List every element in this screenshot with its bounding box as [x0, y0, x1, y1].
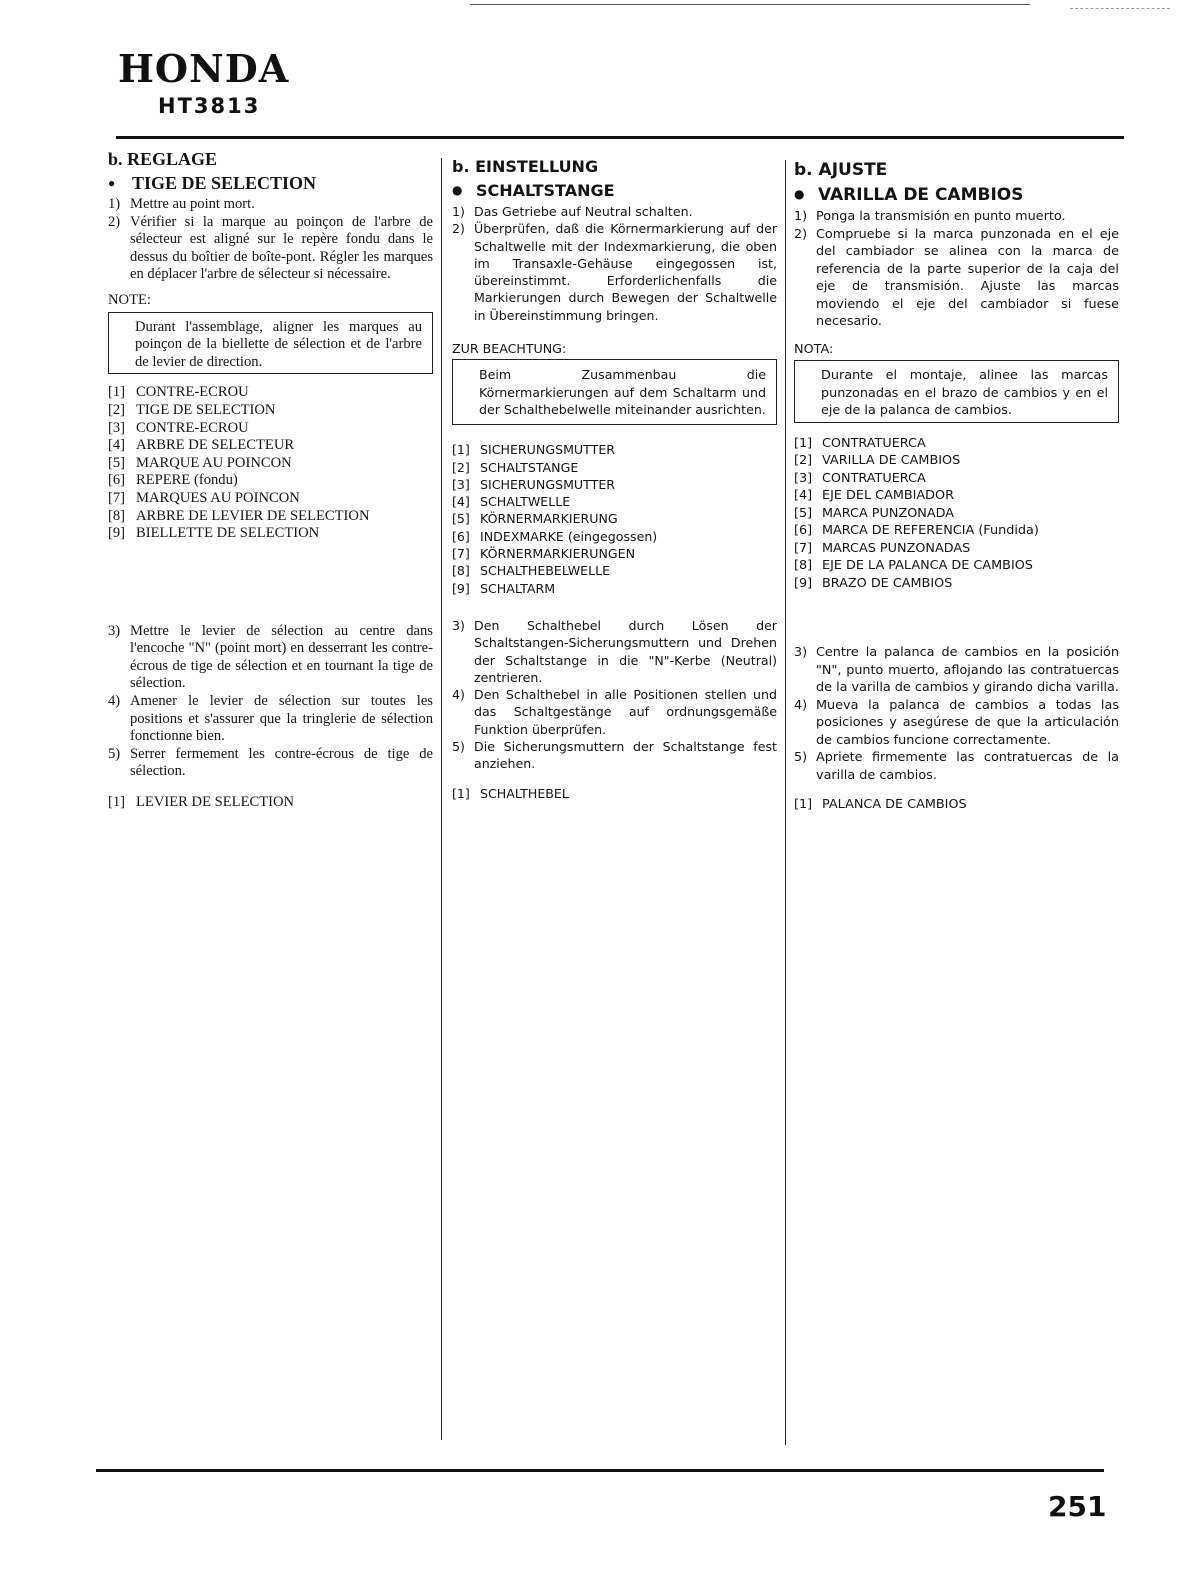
steps-block-b	[108, 623, 433, 781]
part-label: SICHERUNGSMUTTER	[480, 476, 616, 492]
part-number: [5]	[108, 454, 126, 471]
step-number: 5)	[108, 745, 121, 762]
step-text: Compruebe si la marca punzonada en el eje del cambiador se alinea con la marca de referencia de la parte superior de la caja del eje de transmisión. Ajuste las marcas moviendo el eje del cambiador si fuese necesario.	[816, 226, 1119, 329]
step-number: 1)	[108, 196, 121, 212]
part-label: EJE DEL CAMBIADOR	[822, 488, 955, 503]
step-number: 4)	[108, 693, 121, 710]
part-label: CONTRATUERCA	[822, 470, 926, 486]
part-label: TIGE DE SELECTION	[136, 401, 276, 418]
step-number: 2)	[794, 226, 808, 242]
header-rule	[116, 136, 1124, 139]
step-item	[452, 220, 777, 324]
brand-logo: HONDA	[118, 46, 290, 91]
subsection-title: ● SCHALTSTANGE	[452, 178, 777, 203]
part-number: [8]	[794, 558, 813, 573]
step-item	[108, 746, 433, 781]
step-number: 3)	[108, 622, 121, 639]
note-label: NOTE:	[108, 291, 151, 308]
part-number: [6]	[794, 523, 813, 538]
part-item	[452, 580, 777, 597]
part-label: LEVIER DE SELECTION	[136, 794, 295, 811]
step-item	[452, 617, 777, 686]
part-label: MARCA DE REFERENCIA (Fundida)	[822, 523, 1039, 538]
part-number: [1]	[108, 384, 126, 401]
step-item	[108, 196, 433, 214]
column-divider-2	[785, 160, 786, 1445]
step-item	[452, 203, 777, 220]
part-item	[794, 540, 1119, 558]
parts-list-b	[452, 785, 777, 802]
part-item	[452, 493, 777, 510]
step-item	[108, 693, 433, 746]
part-number: [4]	[452, 494, 470, 510]
note-box: Durant l'assemblage, aligner les marques au poinçon de la biellette de sélection et de l'arbre de levier de direction.	[108, 312, 433, 375]
part-number: [6]	[108, 472, 126, 489]
part-number: [1]	[794, 797, 813, 812]
steps-block-a	[452, 203, 777, 324]
part-item	[108, 472, 433, 490]
steps-block-a	[108, 196, 433, 284]
step-text: Den Schalthebel durch Lösen der Schaltstangen-Sicherungsmuttern und Drehen der Schaltstange in die "N"-Kerbe (Neutral) zentrieren.	[474, 617, 777, 685]
part-item	[108, 420, 433, 438]
step-item	[452, 686, 777, 738]
step-item	[108, 623, 433, 693]
part-item	[794, 505, 1119, 523]
parts-list-a	[452, 441, 777, 597]
part-item	[108, 490, 433, 508]
part-number: [3]	[452, 476, 470, 492]
part-label: CONTRE-ECROU	[136, 419, 249, 436]
part-number: [1]	[452, 785, 470, 801]
part-label: BIELLETTE DE SELECTION	[136, 525, 320, 542]
note-box: Beim Zusammenbau die Körnermarkierungen auf dem Schaltarm und der Schalthebelwelle miteinander ausrichten.	[452, 359, 777, 425]
step-text: Mueva la palanca de cambios a todas las posiciones y asegúrese de que la articulación de cambios funcione correctamente.	[816, 697, 1119, 748]
step-text: Die Sicherungsmuttern der Schaltstange fest anziehen.	[474, 739, 777, 772]
step-text: Den Schalthebel in alle Positionen stellen und das Schaltgestänge auf ordnungsgemäße Funktion überprüfen.	[474, 687, 777, 737]
part-number: [1]	[452, 442, 470, 458]
part-label: KÖRNERMARKIERUNGEN	[480, 546, 636, 562]
part-number: [5]	[452, 511, 470, 527]
part-item	[794, 522, 1119, 540]
part-label: ARBRE DE LEVIER DE SELECTION	[136, 507, 370, 524]
part-item	[452, 476, 777, 493]
part-item	[452, 441, 777, 458]
part-label: SICHERUNGSMUTTER	[480, 442, 616, 458]
note-label: ZUR BEACHTUNG:	[452, 341, 567, 357]
part-item	[108, 794, 433, 812]
part-item	[794, 452, 1119, 470]
part-number: [6]	[452, 528, 470, 544]
note-label: NOTA:	[794, 341, 834, 357]
steps-block-b	[452, 617, 777, 773]
part-label: SCHALTHEBEL	[480, 785, 569, 801]
section-title: b. REGLAGE	[108, 149, 218, 169]
part-item	[794, 557, 1119, 575]
part-item	[108, 384, 433, 402]
part-label: SCHALTHEBELWELLE	[480, 563, 611, 579]
footer-rule	[96, 1469, 1104, 1472]
part-label: PALANCA DE CAMBIOS	[822, 797, 967, 812]
part-item	[108, 402, 433, 420]
step-number: 4)	[794, 697, 808, 713]
model-number: HT3813	[158, 94, 261, 118]
part-label: SCHALTWELLE	[480, 494, 571, 510]
part-number: [3]	[794, 470, 813, 486]
step-item	[794, 208, 1119, 226]
part-item	[108, 525, 433, 543]
page-number: 251	[1048, 1490, 1107, 1523]
column-divider-1	[441, 158, 442, 1440]
part-item	[794, 470, 1119, 488]
parts-list-a	[108, 384, 433, 542]
step-text: Mettre au point mort.	[130, 196, 255, 212]
step-number: 4)	[452, 687, 465, 703]
part-label: KÖRNERMARKIERUNG	[480, 511, 618, 527]
part-number: [4]	[794, 488, 813, 503]
note-box: Durante el montaje, alinee las marcas punzonadas en el brazo de cambios y en el eje de la palanca de cambios.	[794, 360, 1119, 423]
part-number: [2]	[794, 453, 813, 468]
step-text: Überprüfen, daß die Körnermarkierung auf der Schaltwelle mit der Indexmarkierung, die oben im Transaxle-Gehäuse eingegossen ist, übereinstimmt. Erforderlichenfalls die Markierungen durch Bewegen der Schaltwelle in Übereinstimmung bringen.	[474, 221, 777, 323]
step-number: 3)	[794, 645, 808, 660]
step-number: 1)	[452, 204, 465, 219]
part-item	[794, 796, 1119, 814]
section-title: b. AJUSTE	[794, 160, 888, 180]
step-item	[794, 226, 1119, 331]
part-number: [9]	[794, 575, 813, 591]
column-german	[452, 156, 777, 802]
part-item	[452, 510, 777, 527]
part-number: [9]	[108, 525, 126, 542]
part-item	[452, 785, 777, 802]
step-item	[108, 214, 433, 284]
steps-block-b	[794, 644, 1119, 784]
part-label: MARCA PUNZONADA	[822, 505, 955, 521]
bullet-icon: ●	[452, 183, 463, 197]
part-label: BRAZO DE CAMBIOS	[822, 575, 953, 591]
part-item	[794, 487, 1119, 505]
part-item	[452, 545, 777, 562]
step-text: Ponga la transmisión en punto muerto.	[816, 209, 1066, 224]
part-label: SCHALTSTANGE	[480, 459, 579, 475]
parts-list-a	[794, 435, 1119, 593]
part-number: [7]	[794, 540, 813, 556]
step-number: 2)	[108, 213, 121, 230]
part-label: CONTRE-ECROU	[136, 384, 249, 401]
part-item	[452, 459, 777, 476]
part-number: [1]	[108, 794, 126, 811]
step-text: Serrer fermement les contre-écrous de tige de sélection.	[130, 745, 433, 780]
step-number: 5)	[794, 750, 808, 765]
part-item	[794, 435, 1119, 453]
part-label: MARCAS PUNZONADAS	[822, 540, 971, 556]
part-number: [7]	[452, 546, 470, 562]
part-item	[108, 508, 433, 526]
step-item	[452, 738, 777, 773]
part-label: INDEXMARKE (eingegossen)	[480, 528, 658, 544]
part-label: MARQUES AU POINCON	[136, 489, 300, 506]
parts-list-b	[108, 794, 433, 812]
bullet-icon: ●	[794, 187, 805, 201]
part-number: [3]	[108, 419, 126, 436]
part-label: ARBRE DE SELECTEUR	[136, 437, 295, 454]
step-number: 3)	[452, 617, 465, 633]
part-item	[108, 455, 433, 473]
part-label: MARQUE AU POINCON	[136, 454, 292, 471]
part-number: [2]	[108, 401, 126, 418]
column-french	[108, 148, 433, 812]
section-title: b. EINSTELLUNG	[452, 157, 599, 176]
step-text: Apriete firmemente las contratuercas de la varilla de cambios.	[816, 750, 1119, 783]
subsection-title: ● VARILLA DE CAMBIOS	[794, 182, 1119, 208]
part-number: [8]	[108, 507, 126, 524]
part-number: [2]	[452, 459, 470, 475]
step-text: Amener le levier de sélection sur toutes les positions et s'assurer que la tringlerie de sélection fonctionne bien.	[130, 693, 433, 745]
top-rule	[470, 4, 1030, 5]
step-text: Centre la palanca de cambios en la posición "N", punto muerto, aflojando las contratuercas de la varilla de cambios y girando dicha varilla.	[816, 645, 1119, 695]
parts-list-b	[794, 796, 1119, 814]
column-spanish	[794, 158, 1119, 814]
top-dash	[1070, 8, 1170, 9]
step-number: 1)	[794, 209, 808, 224]
step-item	[794, 749, 1119, 784]
part-number: [1]	[794, 435, 813, 451]
part-number: [8]	[452, 563, 470, 579]
part-label: SCHALTARM	[480, 580, 556, 596]
part-number: [9]	[452, 580, 470, 596]
step-item	[794, 697, 1119, 750]
part-number: [7]	[108, 489, 126, 506]
step-text: Mettre le levier de sélection au centre dans l'encoche "N" (point mort) en desserrant les contre-écrous de tige de sélection et en tournant la tige de sélection.	[130, 622, 433, 692]
part-item	[794, 575, 1119, 593]
step-number: 5)	[452, 739, 465, 755]
part-label: REPERE (fondu)	[136, 472, 238, 489]
part-number: [4]	[108, 437, 126, 454]
part-label: CONTRATUERCA	[822, 435, 926, 451]
part-label: VARILLA DE CAMBIOS	[822, 453, 961, 468]
steps-block-a	[794, 208, 1119, 331]
step-text: Vérifier si la marque au poinçon de l'arbre de sélecteur est aligné sur le repère fondu dans le dessus du boîtier de boîte-pont. Régler les marques en déplacer l'arbre de sélecteur si nécessaire.	[130, 213, 433, 283]
subsection-title: ● TIGE DE SELECTION	[108, 171, 433, 196]
part-number: [5]	[794, 505, 813, 521]
step-item	[794, 644, 1119, 697]
part-item	[452, 562, 777, 579]
part-label: EJE DE LA PALANCA DE CAMBIOS	[822, 558, 1033, 573]
part-item	[452, 528, 777, 545]
step-number: 2)	[452, 221, 465, 237]
part-item	[108, 437, 433, 455]
bullet-icon: ●	[108, 176, 116, 190]
step-text: Das Getriebe auf Neutral schalten.	[474, 204, 693, 219]
